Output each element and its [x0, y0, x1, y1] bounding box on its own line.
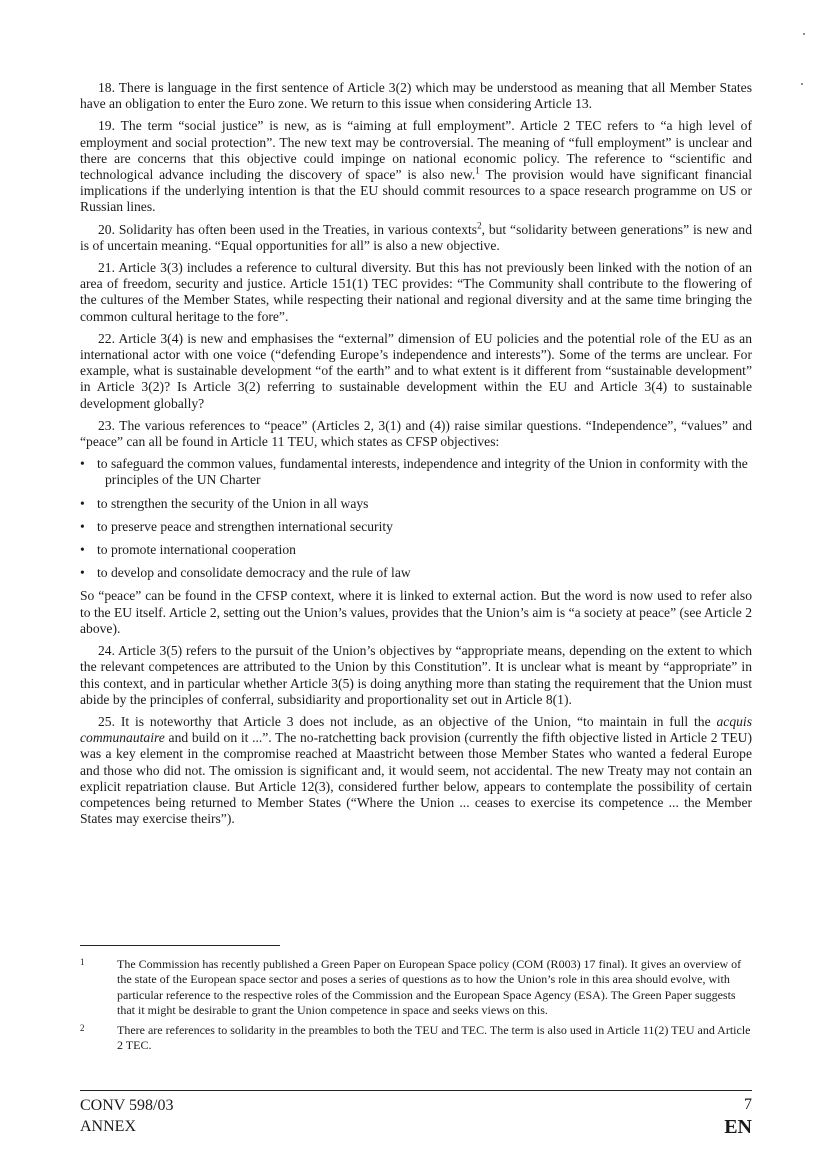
language-code: EN	[724, 1116, 752, 1138]
list-item-text: to safeguard the common values, fundamental interests, independence and integrity of the Union in conformity with the principles of the UN Charter	[97, 456, 748, 488]
list-item	[80, 496, 752, 512]
bullet-icon: •	[80, 495, 85, 511]
bullet-icon: •	[80, 542, 85, 558]
footer-left	[80, 1095, 174, 1137]
list-item-text: to preserve peace and strengthen international security	[97, 518, 393, 534]
list-item	[80, 542, 752, 558]
paragraph-21: 21. Article 3(3) includes a reference to cultural diversity. But this has not previously been linked with the notion of an area of freedom, security and justice. Article 151(1) TEC provides: “The Community shall contribute to the flowering of the cultures of the Member States, while respecting their national and regional diversity and at the same time bringing the common cultural heritage to the fore”.	[80, 260, 752, 324]
footnote-ref-1[interactable]: 1	[475, 165, 480, 176]
list-item	[80, 456, 752, 488]
bullet-icon: •	[80, 456, 85, 472]
list-item	[80, 519, 752, 535]
paragraph-19-text-b: The provision would have significant financial implications if the underlying intention is that the EU should commit resources to a space research programme on US or Russian lines.	[80, 167, 752, 215]
list-item-text: to strengthen the security of the Union in all ways	[97, 495, 369, 511]
list-item	[80, 565, 752, 581]
footnote-number: 1	[80, 957, 85, 967]
document-body	[80, 80, 752, 833]
scan-speck	[801, 83, 803, 85]
paragraph-18: 18. There is language in the first sentence of Article 3(2) which may be understood as meaning that all Member States have an obligation to enter the Euro zone. We return to this issue when considering Article 13.	[80, 80, 752, 112]
footnote-text: There are references to solidarity in the preambles to both the TEU and TEC. The term is also used in Article 11(2) TEU and Article 2 TEC.	[117, 1022, 751, 1053]
footnotes	[80, 957, 752, 1057]
footnote-2	[80, 1023, 752, 1054]
footer-separator	[80, 1090, 752, 1091]
cfsp-objectives-list	[80, 456, 752, 581]
paragraph-20-text-b: , but “solidarity between generations” is new and is of uncertain meaning. “Equal opportunities for all” is also a new objective.	[80, 221, 752, 253]
paragraph-25-text-b: and build on it ...”. The no-ratchetting back provision (currently the fifth objective listed in Article 2 TEU) was a key element in the compromise reached at Maastricht between those Member States who wanted a federal Europe and those who did not. The omission is significant and, it would seem, not accidental. The new Treaty may not contain an explicit repatriation clause. But Article 12(3), considered further below, appears to contemplate the possibility of certain competences being returned to Member States (“Where the Union ... ceases to exercise its competence ... the Member States may exercise theirs”).	[80, 730, 752, 827]
scan-speck	[803, 33, 805, 35]
paragraph-22: 22. Article 3(4) is new and emphasises the “external” dimension of EU policies and the potential role of the EU as an international actor with one voice (“defending Europe’s independence and interests”). Some of the terms are unclear. For example, what is sustainable development “of the earth” and to what extent is it different from “sustainable development” in Article 3(2)? Is Article 3(2) referring to sustainable development within the EU and Article 3(4) to sustainable development globally?	[80, 330, 752, 411]
annex-label: ANNEX	[80, 1118, 136, 1135]
bullet-icon: •	[80, 518, 85, 534]
footer-right	[724, 1094, 752, 1139]
list-item-text: to promote international cooperation	[97, 542, 296, 558]
paragraph-23: 23. The various references to “peace” (Articles 2, 3(1) and (4)) raise similar questions. “Independence”, “values” and “peace” can all be found in Article 11 TEU, which states as CFSP objectives:	[80, 417, 752, 450]
footnote-ref-2[interactable]: 2	[477, 220, 482, 231]
paragraph-19-text-a: 19. The term “social justice” is new, as is “aiming at full employment”. Article 2 TEC refers to “a high level of employment and social protection”. The new text may be controversial. The meaning of “full employment” is unclear and there are concerns that this objective could impinge on national economic policy. The reference to “scientific and technological advance including the discovery of space” is also new.	[80, 118, 752, 183]
paragraph-20	[80, 222, 752, 254]
footnote-1	[80, 957, 752, 1019]
paragraph-20-text-a: 20. Solidarity has often been used in the Treaties, in various contexts	[98, 221, 478, 237]
paragraph-24: 24. Article 3(5) refers to the pursuit of the Union’s objectives by “appropriate means, depending on the extent to which the relevant competences are attributed to the Union by this Constitution”. It is unclear what is meant by “appropriate” in this context, and in particular whether Article 3(5) is doing anything more than stating the requirement that the Union must abide by the principles of conferral, subsidiarity and proportionality set out in Article 8(1).	[80, 643, 752, 707]
footnote-separator	[80, 945, 280, 946]
bullet-icon: •	[80, 565, 85, 581]
document-reference: CONV 598/03	[80, 1097, 174, 1114]
paragraph-25	[80, 714, 752, 827]
footnote-number: 2	[80, 1022, 85, 1033]
page-number: 7	[744, 1096, 752, 1113]
paragraph-25-text-a: 25. It is noteworthy that Article 3 does not include, as an objective of the Union, “to maintain in full the	[98, 713, 717, 729]
paragraph-23-continued: So “peace” can be found in the CFSP context, where it is linked to external action. But the word is now used to refer also to the EU itself. Article 2, setting out the Union’s values, provides that the Union’s aim is “a society at peace” (see Article 2 above).	[80, 588, 752, 636]
paragraph-25-italic-term: acquis communautaire	[80, 713, 752, 746]
footnote-text: The Commission has recently published a Green Paper on European Space policy (COM (R003) 17 final). It gives an overview of the state of the European space sector and poses a series of questions as to how the Union’s role in this area should evolve, with particular reference to the respective roles of the Commission and the European Space Agency (ESA). The Green Paper suggests that it might be desirable to grant the Union competence in space and seeks views on this.	[117, 957, 742, 1018]
list-item-text: to develop and consolidate democracy and the rule of law	[97, 565, 411, 581]
paragraph-19	[80, 118, 752, 215]
